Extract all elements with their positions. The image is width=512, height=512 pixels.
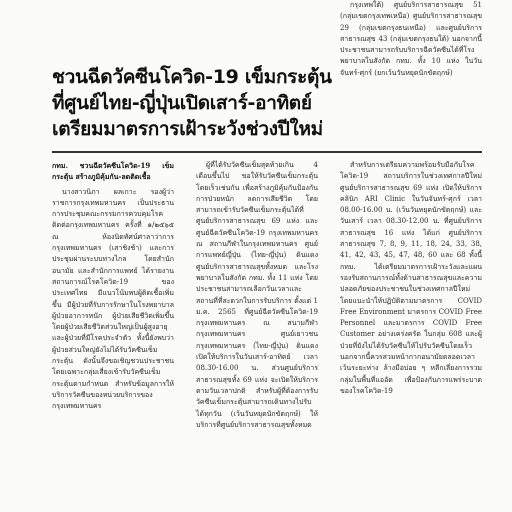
article-column-1	[52, 160, 174, 512]
article-column-3-top	[340, 0, 490, 77]
column-3-text: สำหรับการเตรียมความพร้อมรับมือกับโรคโควิด-19 สถานบริการในช่วงเทศกาลปีใหม่ ศูนย์บริการสาธารณสุข 69 แห่ง เปิดให้บริการคลินิก ARI Clinic ในวันจันทร์-ศุกร์ เวลา 08.00-16.00 น. (เว้นวันหยุดนักขัตฤกษ์) และวันเสาร์ เวลา 08.30-12.00 น. ที่ศูนย์บริการสาธารณสุข 16 แห่ง ได้แก่ ศูนย์บริการสาธารณสุข 7, 8, 9, 11, 18, 24, 33, 38, 41, 42, 43, 45, 47, 48, 60 และ 68 ทั้งนี้ กทม. ได้เตรียมมาตรการเฝ้าระวังและแผนรองรับสถานการณ์ทั้งด้านสาธารณสุขและความปลอดภัยของประชาชนในช่วงเทศกาลปีใหม่ โดยแนะนำให้ปฏิบัติตามมาตรการ COVID Free Environment มาตรการ COVID Free Personnel และมาตรการ COVID Free Customer อย่างเคร่งครัด ในกลุ่ม 608 และผู้ป่วยที่ยังไม่ได้รับวัคซีนให้ไปรับวัคซีนโดยเร็ว นอกจากนี้ควรสวมหน้ากากอนามัยตลอดเวลา เว้นระยะห่าง ล้างมือบ่อย ๆ หลีกเลี่ยงการรวมกลุ่มในพื้นที่แออัด เพื่อป้องกันการแพร่ระบาดของโรคโควิด-19	[340, 161, 482, 395]
headline-line-1: ชวนฉีดวัคซีนโควิด-19 เข็มกระตุ้น	[52, 66, 332, 88]
column-1-text: นางสาวนิภา ผลเกาะ รองผู้ว่าราชการกรุงเทพมหานคร เป็นประธานการประชุมคณะกรรมการควบคุมโรคติดต่อกรุงเทพมหานคร ครั้งที่ ๑/๒๕๖๕ ณ ห้องนิดทัศน์ศาลาว่าการกรุงเทพมหานคร (เสาชิงช้า) และการประชุมผ่านระบบทางไกล โดยสำนักอนามัย และสำนักการแพทย์ ได้รายงานสถานการณ์โรคโควิด-19 ของประเทศไทย มีแนวโน้มพบผู้ติดเชื้อเพิ่มขึ้น มีผู้ป่วยที่รับการรักษาในโรงพยาบาล ผู้ป่วยอาการหนัก ผู้ป่วยเสียชีวิตเพิ่มขึ้น โดยผู้ป่วยเสียชีวิตส่วนใหญ่เป็นผู้สูงอายุ และผู้ป่วยที่มีโรคประจำตัว ทั้งนี้ยังพบว่าผู้ป่วยส่วนใหญ่ยังไม่ได้รับวัคซีนเข็มกระตุ้น ดังนั้นจึงขอเชิญชวนประชาชนโดยเฉพาะกลุ่มเสี่ยงเข้ารับวัคซีนเข็มกระตุ้นตามกำหนด สำหรับข้อมูลการให้บริการวัคซีนของหน่วยบริการของกรุงเทพมหานคร	[52, 187, 174, 411]
headline-line-3: เตรียมมาตรการเฝ้าระวังช่วงปีใหม่	[52, 118, 323, 140]
article-column-3	[340, 160, 482, 512]
headline-line-2: ที่ศูนย์ไทย-ญี่ปุ่นเปิดเสาร์-อาทิตย์	[52, 92, 312, 114]
column-2-text: ผู้ที่ได้รับวัคซีนเข็มสุดท้ายเกิน 4 เดือนขึ้นไป ขอให้รับวัคซีนเข็มกระตุ้นโดยเร็วเช่นกัน เพื่อสร้างภูมิคุ้มกันป้องกันการป่วยหนัก ลดการเสียชีวิต โดยสามารถเข้ารับวัคซีนเข็มกระตุ้นได้ที่ ศูนย์บริการสาธารณสุข 69 แห่ง และศูนย์ฉีดวัคซีนโควิด-19 กรุงเทพมหานคร ณ สถานกีฬาในกรุงเทพมหานคร ศูนย์การแพทย์ญี่ปุ่น (ไทย-ญี่ปุ่น) ดินแดง ศูนย์บริการสาธารณสุขทั้งหมด และโรงพยาบาลในสังกัด กทม. ทั้ง 11 แห่ง โดยประชาชนสามารถเลือกวันเวลาและสถานที่ที่สะดวกในการรับบริการ ตั้งแต่ 1 ม.ค. 2565 ที่ศูนย์ฉีดวัคซีนโควิด-19 กรุงเทพมหานคร ณ สนามกีฬากรุงเทพมหานคร ศูนย์เยาวชนกรุงเทพมหานคร (ไทย-ญี่ปุ่น) ดินแดง เปิดให้บริการในวันเสาร์-อาทิตย์ เวลา 08.30-16.00 น. ส่วนศูนย์บริการสาธารณสุขทั้ง 69 แห่ง จะเปิดให้บริการตามวันเวลาปกติ สำหรับผู้ที่ต้องการรับวัคซีนเข็มกระตุ้นสามารถเดินทางไปรับได้ทุกวัน (เว้นวันหยุดนักขัตฤกษ์) ให้บริการที่ศูนย์บริการสาธารณสุขทั้งหมด	[196, 161, 318, 429]
column-3-top-text: กรุงเทพใต้) ศูนย์บริการสาธารณสุข 51 (กลุ่มเขตกรุงเทพเหนือ) ศูนย์บริการสาธารณสุข 29 (กลุ่มเขตกรุงธนเหนือ) และศูนย์บริการสาธารณสุข 43 (กลุ่มเขตกรุงธนใต้) นอกจากนี้ ประชาชนสามารถรับบริการฉีดวัคซีนได้ที่โรงพยาบาลในสังกัด กทม. ทั้ง 10 แห่ง ในวันจันทร์-ศุกร์ (ยกเว้นวันหยุดนักขัตฤกษ์)	[340, 1, 482, 77]
article-lead: กทม. ชวนฉีดวัคซีนโควิด-19 เข็มกระตุ้น สร้างภูมิคุ้มกัน-ลดติดเชื้อ	[52, 161, 174, 182]
article-column-2	[196, 160, 318, 512]
